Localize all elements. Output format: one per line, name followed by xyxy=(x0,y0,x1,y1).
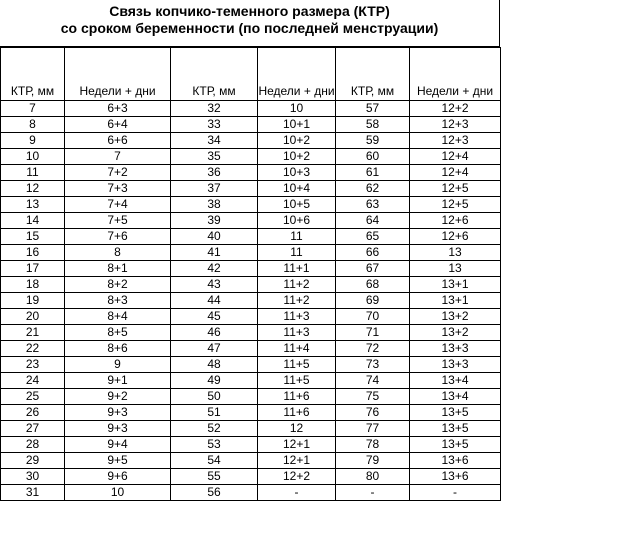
table-cell: 8+4 xyxy=(65,309,171,325)
table-cell: 36 xyxy=(171,165,258,181)
table-cell: 42 xyxy=(171,261,258,277)
table-cell: 47 xyxy=(171,341,258,357)
table-cell: 43 xyxy=(171,277,258,293)
table-cell: 8 xyxy=(65,245,171,261)
table-cell: 29 xyxy=(1,453,65,469)
table-cell: 19 xyxy=(1,293,65,309)
table-cell: 9+2 xyxy=(65,389,171,405)
table-cell: 57 xyxy=(336,101,410,117)
table-cell: 13+6 xyxy=(410,469,501,485)
table-cell: 52 xyxy=(171,421,258,437)
table-cell: 6+4 xyxy=(65,117,171,133)
table-cell: 9 xyxy=(1,133,65,149)
table-cell: 12+2 xyxy=(410,101,501,117)
table-cell: 13+5 xyxy=(410,437,501,453)
table-cell: 11+4 xyxy=(258,341,336,357)
table-row xyxy=(1,421,501,437)
header-weeks-2: Недели + дни xyxy=(258,48,336,101)
table-cell: 69 xyxy=(336,293,410,309)
table-row xyxy=(1,453,501,469)
table-cell: 75 xyxy=(336,389,410,405)
table-cell: 58 xyxy=(336,117,410,133)
ktr-table xyxy=(0,47,501,501)
table-cell: 12+3 xyxy=(410,133,501,149)
title-cell xyxy=(0,0,500,47)
table-cell: 8+2 xyxy=(65,277,171,293)
table-cell: 77 xyxy=(336,421,410,437)
table-cell: 9+6 xyxy=(65,469,171,485)
table-cell: 11+6 xyxy=(258,389,336,405)
table-row xyxy=(1,357,501,373)
table-cell: 13+5 xyxy=(410,421,501,437)
table-cell: 28 xyxy=(1,437,65,453)
table-cell: 41 xyxy=(171,245,258,261)
table-cell: 13+2 xyxy=(410,309,501,325)
table-cell: 12+4 xyxy=(410,149,501,165)
table-cell: 24 xyxy=(1,373,65,389)
table-cell: 11+2 xyxy=(258,277,336,293)
table-cell: 9+1 xyxy=(65,373,171,389)
table-body xyxy=(1,101,501,501)
table-cell: 38 xyxy=(171,197,258,213)
table-cell: 32 xyxy=(171,101,258,117)
table-row xyxy=(1,229,501,245)
table-row xyxy=(1,149,501,165)
table-cell: 65 xyxy=(336,229,410,245)
table-cell: 9+4 xyxy=(65,437,171,453)
table-cell: 73 xyxy=(336,357,410,373)
table-cell: 12+4 xyxy=(410,165,501,181)
table-cell: 14 xyxy=(1,213,65,229)
table-row xyxy=(1,245,501,261)
table-cell: 13 xyxy=(410,245,501,261)
table-cell: 9 xyxy=(65,357,171,373)
table-cell: 13 xyxy=(410,261,501,277)
table-cell: 13+6 xyxy=(410,453,501,469)
table-cell: 10+4 xyxy=(258,181,336,197)
table-cell: 13+4 xyxy=(410,389,501,405)
table-cell: 15 xyxy=(1,229,65,245)
table-cell: 12+1 xyxy=(258,437,336,453)
header-weeks-3: Недели + дни xyxy=(410,48,501,101)
table-row xyxy=(1,213,501,229)
table-cell: - xyxy=(410,485,501,501)
table-cell: 10+2 xyxy=(258,133,336,149)
table-row xyxy=(1,165,501,181)
table-cell: 8+5 xyxy=(65,325,171,341)
table-cell: 7 xyxy=(65,149,171,165)
table-cell: 10+2 xyxy=(258,149,336,165)
table-row xyxy=(1,469,501,485)
table-cell: 17 xyxy=(1,261,65,277)
table-cell: 70 xyxy=(336,309,410,325)
table-cell: 20 xyxy=(1,309,65,325)
table-row xyxy=(1,197,501,213)
table-cell: 11 xyxy=(258,229,336,245)
table-cell: 25 xyxy=(1,389,65,405)
table-cell: 9+5 xyxy=(65,453,171,469)
table-cell: 71 xyxy=(336,325,410,341)
table-cell: 12+2 xyxy=(258,469,336,485)
table-cell: 11+5 xyxy=(258,357,336,373)
header-weeks-1: Недели + дни xyxy=(65,48,171,101)
title-line-1: Связь копчико-теменного размера (КТР) xyxy=(109,3,390,19)
table-row xyxy=(1,405,501,421)
table-cell: 11+6 xyxy=(258,405,336,421)
table-cell: 7+2 xyxy=(65,165,171,181)
table-cell: 8+6 xyxy=(65,341,171,357)
table-cell: 8 xyxy=(1,117,65,133)
table-cell: 51 xyxy=(171,405,258,421)
table-cell: 6+6 xyxy=(65,133,171,149)
table-cell: 7+5 xyxy=(65,213,171,229)
table-cell: 49 xyxy=(171,373,258,389)
table-cell: 33 xyxy=(171,117,258,133)
table-cell: 35 xyxy=(171,149,258,165)
table-cell: 21 xyxy=(1,325,65,341)
header-row xyxy=(1,48,501,101)
table-cell: 13+1 xyxy=(410,277,501,293)
table-cell: 60 xyxy=(336,149,410,165)
table-cell: 63 xyxy=(336,197,410,213)
table-cell: 56 xyxy=(171,485,258,501)
table-row xyxy=(1,293,501,309)
table-row xyxy=(1,117,501,133)
table-cell: 79 xyxy=(336,453,410,469)
table-cell: 13+5 xyxy=(410,405,501,421)
table-cell: 74 xyxy=(336,373,410,389)
table-row xyxy=(1,325,501,341)
table-cell: 16 xyxy=(1,245,65,261)
table-cell: 10+3 xyxy=(258,165,336,181)
table-cell: - xyxy=(258,485,336,501)
header-ktr-1: КТР, мм xyxy=(1,48,65,101)
table-cell: 12+5 xyxy=(410,181,501,197)
table-cell: 78 xyxy=(336,437,410,453)
header-ktr-2: КТР, мм xyxy=(171,48,258,101)
table-cell: 13+3 xyxy=(410,341,501,357)
title-line-2: со сроком беременности (по последней менструации) xyxy=(60,20,439,36)
table-cell: 12+6 xyxy=(410,229,501,245)
table-cell: 72 xyxy=(336,341,410,357)
table-cell: 12+1 xyxy=(258,453,336,469)
table-cell: 12 xyxy=(1,181,65,197)
table-cell: 13+3 xyxy=(410,357,501,373)
table-cell: 10+6 xyxy=(258,213,336,229)
table-cell: 54 xyxy=(171,453,258,469)
table-cell: 76 xyxy=(336,405,410,421)
table-cell: 7+3 xyxy=(65,181,171,197)
table-cell: 62 xyxy=(336,181,410,197)
table-cell: 12 xyxy=(258,421,336,437)
table-cell: 27 xyxy=(1,421,65,437)
table-cell: - xyxy=(336,485,410,501)
table-cell: 10 xyxy=(65,485,171,501)
table-cell: 66 xyxy=(336,245,410,261)
table-row xyxy=(1,181,501,197)
table-cell: 12+3 xyxy=(410,117,501,133)
table-row xyxy=(1,341,501,357)
table-cell: 9+3 xyxy=(65,405,171,421)
table-cell: 7 xyxy=(1,101,65,117)
table-cell: 40 xyxy=(171,229,258,245)
table-cell: 46 xyxy=(171,325,258,341)
table-cell: 7+4 xyxy=(65,197,171,213)
table-cell: 13+1 xyxy=(410,293,501,309)
table-row xyxy=(1,373,501,389)
table-cell: 13 xyxy=(1,197,65,213)
table-cell: 10 xyxy=(258,101,336,117)
table-cell: 53 xyxy=(171,437,258,453)
table-cell: 30 xyxy=(1,469,65,485)
table-row xyxy=(1,309,501,325)
table-cell: 37 xyxy=(171,181,258,197)
table-cell: 11+1 xyxy=(258,261,336,277)
table-cell: 67 xyxy=(336,261,410,277)
table-row xyxy=(1,101,501,117)
table-cell: 26 xyxy=(1,405,65,421)
table-row xyxy=(1,389,501,405)
table-cell: 50 xyxy=(171,389,258,405)
table-cell: 10 xyxy=(1,149,65,165)
table-cell: 80 xyxy=(336,469,410,485)
table-cell: 10+1 xyxy=(258,117,336,133)
table-cell: 44 xyxy=(171,293,258,309)
table-row xyxy=(1,437,501,453)
table-cell: 12+6 xyxy=(410,213,501,229)
table-cell: 6+3 xyxy=(65,101,171,117)
table-cell: 45 xyxy=(171,309,258,325)
table-cell: 64 xyxy=(336,213,410,229)
table-cell: 9+3 xyxy=(65,421,171,437)
table-cell: 11+2 xyxy=(258,293,336,309)
table-cell: 12+5 xyxy=(410,197,501,213)
table-cell: 11+3 xyxy=(258,309,336,325)
table-cell: 8+1 xyxy=(65,261,171,277)
table-cell: 13+4 xyxy=(410,373,501,389)
table-cell: 8+3 xyxy=(65,293,171,309)
table-cell: 39 xyxy=(171,213,258,229)
table-cell: 18 xyxy=(1,277,65,293)
table-cell: 11+5 xyxy=(258,373,336,389)
table-row xyxy=(1,261,501,277)
table-cell: 23 xyxy=(1,357,65,373)
table-row xyxy=(1,277,501,293)
table-cell: 10+5 xyxy=(258,197,336,213)
table-cell: 11 xyxy=(1,165,65,181)
table-cell: 11+3 xyxy=(258,325,336,341)
table-cell: 34 xyxy=(171,133,258,149)
table-cell: 68 xyxy=(336,277,410,293)
table-cell: 7+6 xyxy=(65,229,171,245)
table-cell: 55 xyxy=(171,469,258,485)
table-cell: 48 xyxy=(171,357,258,373)
table-row xyxy=(1,485,501,501)
table-cell: 59 xyxy=(336,133,410,149)
table-cell: 13+2 xyxy=(410,325,501,341)
table-cell: 31 xyxy=(1,485,65,501)
table-cell: 61 xyxy=(336,165,410,181)
table-cell: 11 xyxy=(258,245,336,261)
table-cell: 22 xyxy=(1,341,65,357)
header-ktr-3: КТР, мм xyxy=(336,48,410,101)
table-row xyxy=(1,133,501,149)
